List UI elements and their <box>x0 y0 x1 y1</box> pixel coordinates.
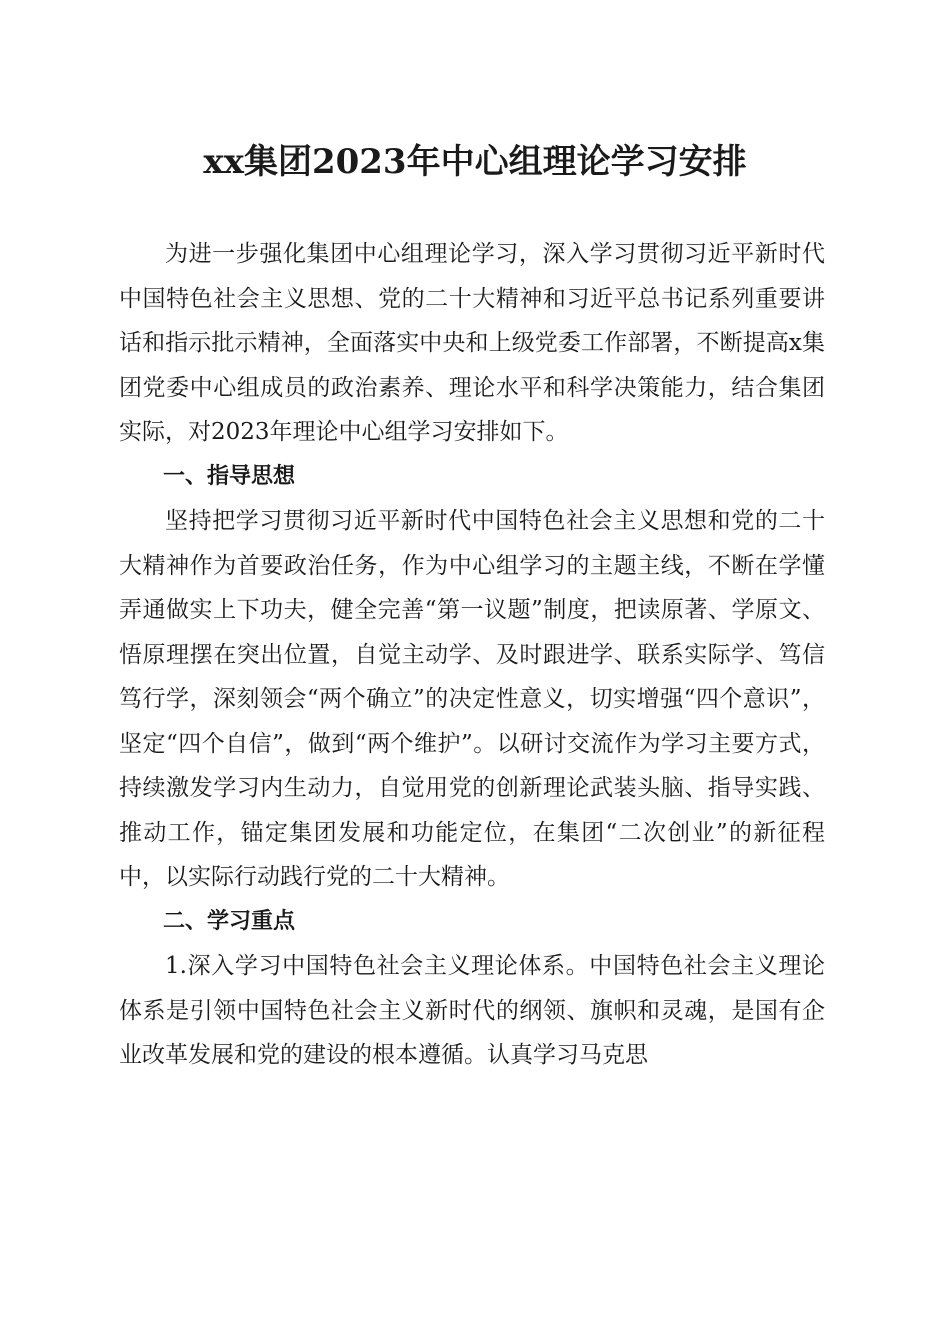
study-focus-paragraph: 1.深入学习中国特色社会主义理论体系。中国特色社会主义理论体系是引领中国特色社会主义新时代的纲领、旗帜和灵魂，是国有企业改革发展和党的建设的根本遵循。认真学习马克思 <box>119 953 825 1068</box>
document-title: xx集团2023年中心组理论学习安排 <box>203 142 747 182</box>
document-body <box>119 232 825 1078</box>
intro-paragraph: 为进一步强化集团中心组理论学习，深入学习贯彻习近平新时代中国特色社会主义思想、党的二十大精神和习近平总书记系列重要讲话和指示批示精神，全面落实中央和上级党委工作部署，不断提高x集团党委中心组成员的政治素养、理论水平和科学决策能力，结合集团实际，对2023年理论中心组学习安排如下。 <box>119 241 825 445</box>
guiding-ideology-paragraph: 坚持把学习贯彻习近平新时代中国特色社会主义思想和党的二十大精神作为首要政治任务，作为中心组学习的主题主线，不断在学懂弄通做实上下功夫，健全完善“第一议题”制度，把读原著、学原文、悟原理摆在突出位置，自觉主动学、及时跟进学、联系实际学、笃信笃行学，深刻领会“两个确立”的决定性意义，切实增强“四个意识”，坚定“四个自信”，做到“两个维护”。以研讨交流作为学习主要方式，持续激发学习内生动力，自觉用党的创新理论武装头脑、指导实践、推动工作，锚定集团发展和功能定位，在集团“二次创业”的新征程中，以实际行动践行党的二十大精神。 <box>119 508 825 890</box>
section-heading-study-focus: 二、学习重点 <box>163 908 296 934</box>
section-heading-guiding-ideology: 一、指导思想 <box>163 463 296 489</box>
